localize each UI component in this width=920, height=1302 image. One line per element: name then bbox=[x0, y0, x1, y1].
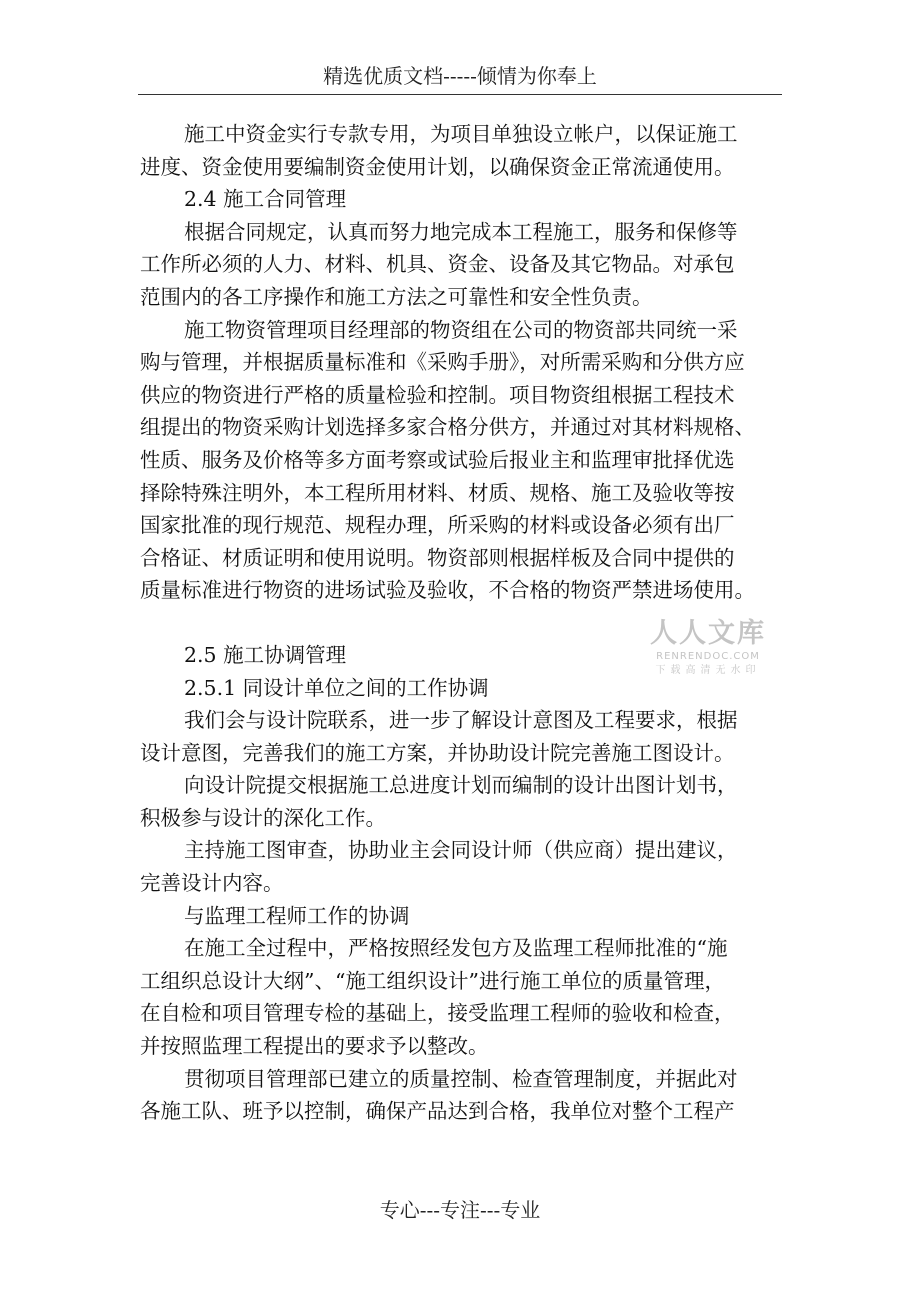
watermark-tagline: 下载高清无水印 bbox=[655, 665, 761, 676]
watermark-logo-text: 人人文库 bbox=[650, 618, 766, 649]
subsection-heading: 与监理工程师工作的协调 bbox=[184, 903, 410, 928]
paragraph-line: 根据合同规定，认真而努力地完成本工程施工，服务和保修等 bbox=[184, 219, 738, 244]
paragraph-line: 合格证、材质证明和使用说明。物资部则根据样板及合同中提供的 bbox=[140, 545, 735, 570]
paragraph-line: 在施工全过程中，严格按照经发包方及监理工程师批准的“施 bbox=[184, 936, 728, 961]
paragraph-line: 质量标准进行物资的进场试验及验收，不合格的物资严禁进场使用。 bbox=[140, 578, 755, 603]
paragraph-line: 完善设计内容。 bbox=[140, 871, 284, 896]
paragraph-line: 范围内的各工序操作和施工方法之可靠性和安全性负责。 bbox=[140, 284, 653, 309]
subsection-heading-2-5-1: 2.5.1 同设计单位之间的工作协调 bbox=[184, 675, 489, 700]
paragraph-line: 性质、服务及价格等多方面考察或试验后报业主和监理审批择优选 bbox=[140, 447, 735, 472]
paragraph-line: 施工中资金实行专款专用，为项目单独设立帐户，以保证施工 bbox=[184, 122, 738, 146]
paragraph-line: 各施工队、班予以控制，确保产品达到合格，我单位对整个工程产 bbox=[140, 1099, 735, 1124]
section-heading-2-5: 2.5 施工协调管理 bbox=[184, 642, 347, 667]
paragraph-line: 组提出的物资采购计划选择多家合格分供方，并通过对其材料规格、 bbox=[140, 415, 755, 440]
section-heading-2-4: 2.4 施工合同管理 bbox=[184, 187, 347, 212]
paragraph-line: 国家批准的现行规范、规程办理，所采购的材料或设备必须有出厂 bbox=[140, 513, 735, 538]
paragraph-line: 供应的物资进行严格的质量检验和控制。项目物资组根据工程技术 bbox=[140, 382, 735, 407]
paragraph-line: 择除特殊注明外，本工程所用材料、材质、规格、施工及验收等按 bbox=[140, 480, 735, 505]
paragraph-line: 在自检和项目管理专检的基础上，接受监理工程师的验收和检查， bbox=[140, 1001, 735, 1026]
paragraph-line: 贯彻项目管理部已建立的质量控制、检查管理制度，并据此对 bbox=[184, 1066, 738, 1091]
paragraph-line: 工组织总设计大纲”、“施工组织设计”进行施工单位的质量管理， bbox=[140, 968, 725, 993]
header-divider bbox=[138, 94, 782, 95]
paragraph-line: 进度、资金使用要编制资金使用计划，以确保资金正常流通使用。 bbox=[140, 154, 735, 179]
paragraph-line: 向设计院提交根据施工总进度计划而编制的设计出图计划书， bbox=[184, 773, 738, 798]
paragraph-line: 设计意图，完善我们的施工方案，并协助设计院完善施工图设计。 bbox=[140, 740, 735, 765]
page-footer: 专心---专注---专业 bbox=[379, 1198, 541, 1222]
paragraph-line: 购与管理，并根据质量标准和《采购手册》，对所需采购和分供方应 bbox=[140, 350, 745, 375]
paragraph-line: 主持施工图审查，协助业主会同设计师（供应商）提出建议， bbox=[184, 838, 738, 863]
paragraph-line: 我们会与设计院联系，进一步了解设计意图及工程要求，根据 bbox=[184, 708, 738, 733]
watermark-site: RENRENDOC.COM bbox=[656, 651, 760, 662]
page-header: 精选优质文档-----倾情为你奉上 bbox=[323, 64, 597, 88]
paragraph-line: 施工物资管理项目经理部的物资组在公司的物资部共同统一采 bbox=[184, 317, 738, 342]
paragraph-line: 并按照监理工程提出的要求予以整改。 bbox=[140, 1034, 489, 1059]
paragraph-line: 积极参与设计的深化工作。 bbox=[140, 805, 386, 830]
watermark-logo bbox=[644, 618, 772, 678]
paragraph-line: 工作所必须的人力、材料、机具、资金、设备及其它物品。对承包 bbox=[140, 252, 735, 277]
